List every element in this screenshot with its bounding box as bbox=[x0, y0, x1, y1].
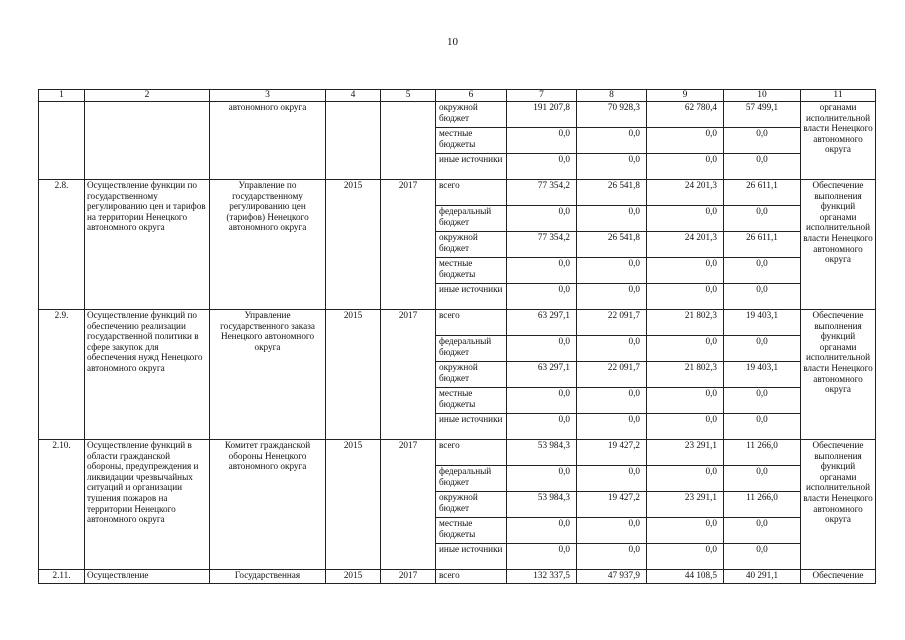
amount-total: 0,0 bbox=[507, 128, 577, 154]
item-start-year bbox=[326, 102, 381, 180]
amount-2017: 26 611,1 bbox=[724, 180, 801, 206]
funding-source: иные источники bbox=[436, 544, 507, 570]
amount-total: 0,0 bbox=[507, 258, 577, 284]
amount-2015: 0,0 bbox=[577, 466, 647, 492]
funding-source: иные источники bbox=[436, 284, 507, 310]
funding-source: окружной бюджет bbox=[436, 232, 507, 258]
amount-2016: 0,0 bbox=[647, 154, 724, 180]
amount-2015: 0,0 bbox=[577, 284, 647, 310]
amount-2015: 22 091,7 bbox=[577, 362, 647, 388]
amount-2017: 0,0 bbox=[724, 206, 801, 232]
item-number: 2.10. bbox=[39, 440, 85, 570]
amount-total: 63 297,1 bbox=[507, 362, 577, 388]
amount-total: 132 337,5 bbox=[507, 570, 577, 584]
amount-2015: 0,0 bbox=[577, 518, 647, 544]
amount-2017: 40 291,1 bbox=[724, 570, 801, 584]
amount-total: 0,0 bbox=[507, 206, 577, 232]
amount-2015: 47 937,9 bbox=[577, 570, 647, 584]
col-header: 3 bbox=[210, 90, 326, 102]
amount-2017: 11 266,0 bbox=[724, 492, 801, 518]
funding-source: окружной бюджет bbox=[436, 492, 507, 518]
amount-total: 53 984,3 bbox=[507, 492, 577, 518]
table-body bbox=[39, 90, 876, 584]
col-header: 1 bbox=[39, 90, 85, 102]
amount-2017: 57 499,1 bbox=[724, 102, 801, 128]
item-end-year bbox=[381, 102, 436, 180]
amount-total: 0,0 bbox=[507, 388, 577, 414]
amount-2016: 23 291,1 bbox=[647, 440, 724, 466]
amount-2016: 0,0 bbox=[647, 336, 724, 362]
item-end-year: 2017 bbox=[381, 570, 436, 584]
amount-total: 191 207,8 bbox=[507, 102, 577, 128]
item-executor: автономного округа bbox=[210, 102, 326, 180]
amount-2016: 62 780,4 bbox=[647, 102, 724, 128]
item-executor: Управление государственного заказа Ненецкого автономного округа bbox=[210, 310, 326, 440]
page-number: 10 bbox=[447, 36, 458, 48]
funding-source: местные бюджеты bbox=[436, 128, 507, 154]
funding-source: федеральный бюджет bbox=[436, 336, 507, 362]
amount-2015: 0,0 bbox=[577, 206, 647, 232]
amount-2016: 0,0 bbox=[647, 206, 724, 232]
amount-2017: 19 403,1 bbox=[724, 310, 801, 336]
funding-source: местные бюджеты bbox=[436, 388, 507, 414]
amount-2015: 0,0 bbox=[577, 544, 647, 570]
item-start-year: 2015 bbox=[326, 440, 381, 570]
item-number: 2.11. bbox=[39, 570, 85, 584]
amount-2016: 0,0 bbox=[647, 466, 724, 492]
amount-2015: 0,0 bbox=[577, 336, 647, 362]
item-end-year: 2017 bbox=[381, 180, 436, 310]
amount-2016: 21 802,3 bbox=[647, 310, 724, 336]
funding-source: федеральный бюджет bbox=[436, 466, 507, 492]
funding-source: всего bbox=[436, 310, 507, 336]
item-result: Обеспечение выполнения функций органами исполнительной власти Ненецкого автономного округа bbox=[801, 310, 876, 440]
amount-total: 0,0 bbox=[507, 154, 577, 180]
item-executor: Комитет гражданской обороны Ненецкого автономного округа bbox=[210, 440, 326, 570]
col-header: 7 bbox=[507, 90, 577, 102]
item-name bbox=[85, 102, 210, 180]
table-row bbox=[39, 570, 876, 584]
amount-2017: 26 611,1 bbox=[724, 232, 801, 258]
item-name: Осуществление функций по обеспечению реализации государственной политики в сфере закупок для обеспечения нужд Ненецкого автономного округа bbox=[85, 310, 210, 440]
amount-2016: 0,0 bbox=[647, 388, 724, 414]
item-start-year: 2015 bbox=[326, 180, 381, 310]
amount-2017: 0,0 bbox=[724, 336, 801, 362]
amount-2016: 0,0 bbox=[647, 414, 724, 440]
amount-total: 77 354,2 bbox=[507, 232, 577, 258]
item-name: Осуществление функций в области гражданской обороны, предупреждения и ликвидации чрезвычайных ситуаций и организации тушения пожаров на территории Ненецкого автономного округа bbox=[85, 440, 210, 570]
amount-2015: 0,0 bbox=[577, 414, 647, 440]
amount-2016: 24 201,3 bbox=[647, 232, 724, 258]
item-end-year: 2017 bbox=[381, 440, 436, 570]
funding-source: всего bbox=[436, 180, 507, 206]
funding-source: иные источники bbox=[436, 414, 507, 440]
program-table bbox=[38, 89, 876, 584]
amount-total: 0,0 bbox=[507, 518, 577, 544]
amount-2015: 0,0 bbox=[577, 154, 647, 180]
amount-total: 77 354,2 bbox=[507, 180, 577, 206]
table-row bbox=[39, 180, 876, 206]
amount-2015: 70 928,3 bbox=[577, 102, 647, 128]
amount-2016: 0,0 bbox=[647, 284, 724, 310]
item-start-year: 2015 bbox=[326, 310, 381, 440]
amount-total: 63 297,1 bbox=[507, 310, 577, 336]
amount-2017: 0,0 bbox=[724, 544, 801, 570]
amount-2015: 0,0 bbox=[577, 388, 647, 414]
item-result: Обеспечение bbox=[801, 570, 876, 584]
amount-2017: 0,0 bbox=[724, 154, 801, 180]
funding-source: всего bbox=[436, 570, 507, 584]
item-number: 2.9. bbox=[39, 310, 85, 440]
item-number bbox=[39, 102, 85, 180]
amount-total: 0,0 bbox=[507, 544, 577, 570]
funding-source: окружной бюджет bbox=[436, 362, 507, 388]
funding-source: иные источники bbox=[436, 154, 507, 180]
amount-2015: 0,0 bbox=[577, 128, 647, 154]
amount-2016: 0,0 bbox=[647, 544, 724, 570]
amount-2017: 0,0 bbox=[724, 258, 801, 284]
col-header: 11 bbox=[801, 90, 876, 102]
item-number: 2.8. bbox=[39, 180, 85, 310]
amount-total: 0,0 bbox=[507, 336, 577, 362]
item-executor: Управление по государственному регулированию цен (тарифов) Ненецкого автономного округа bbox=[210, 180, 326, 310]
table-row bbox=[39, 102, 876, 128]
col-header: 10 bbox=[724, 90, 801, 102]
amount-2016: 24 201,3 bbox=[647, 180, 724, 206]
amount-2017: 0,0 bbox=[724, 466, 801, 492]
amount-2015: 22 091,7 bbox=[577, 310, 647, 336]
amount-2017: 11 266,0 bbox=[724, 440, 801, 466]
col-header: 5 bbox=[381, 90, 436, 102]
amount-2017: 0,0 bbox=[724, 518, 801, 544]
item-name: Осуществление bbox=[85, 570, 210, 584]
amount-2015: 19 427,2 bbox=[577, 492, 647, 518]
amount-2017: 0,0 bbox=[724, 284, 801, 310]
funding-source: местные бюджеты bbox=[436, 518, 507, 544]
col-header: 2 bbox=[85, 90, 210, 102]
amount-2017: 0,0 bbox=[724, 388, 801, 414]
item-start-year: 2015 bbox=[326, 570, 381, 584]
col-header: 6 bbox=[436, 90, 507, 102]
amount-total: 53 984,3 bbox=[507, 440, 577, 466]
item-result: Обеспечение выполнения функций органами исполнительной власти Ненецкого автономного округа bbox=[801, 180, 876, 310]
amount-2016: 44 108,5 bbox=[647, 570, 724, 584]
amount-total: 0,0 bbox=[507, 414, 577, 440]
funding-source: федеральный бюджет bbox=[436, 206, 507, 232]
item-executor: Государственная bbox=[210, 570, 326, 584]
funding-source: всего bbox=[436, 440, 507, 466]
column-number-row bbox=[39, 90, 876, 102]
amount-2016: 0,0 bbox=[647, 258, 724, 284]
col-header: 4 bbox=[326, 90, 381, 102]
col-header: 9 bbox=[647, 90, 724, 102]
table-row bbox=[39, 310, 876, 336]
col-header: 8 bbox=[577, 90, 647, 102]
funding-source: окружной бюджет bbox=[436, 102, 507, 128]
funding-source: местные бюджеты bbox=[436, 258, 507, 284]
table-row bbox=[39, 440, 876, 466]
amount-2017: 0,0 bbox=[724, 128, 801, 154]
amount-2016: 21 802,3 bbox=[647, 362, 724, 388]
amount-2016: 0,0 bbox=[647, 128, 724, 154]
item-result: органами исполнительной власти Ненецкого автономного округа bbox=[801, 102, 876, 180]
amount-2015: 19 427,2 bbox=[577, 440, 647, 466]
amount-2016: 0,0 bbox=[647, 518, 724, 544]
amount-2017: 0,0 bbox=[724, 414, 801, 440]
amount-2015: 0,0 bbox=[577, 258, 647, 284]
amount-2015: 26 541,8 bbox=[577, 232, 647, 258]
item-name: Осуществление функции по государственному регулированию цен и тарифов на территории Ненецкого автономного округа bbox=[85, 180, 210, 310]
amount-2015: 26 541,8 bbox=[577, 180, 647, 206]
amount-total: 0,0 bbox=[507, 466, 577, 492]
item-result: Обеспечение выполнения функций органами исполнительной власти Ненецкого автономного округа bbox=[801, 440, 876, 570]
amount-total: 0,0 bbox=[507, 284, 577, 310]
amount-2016: 23 291,1 bbox=[647, 492, 724, 518]
item-end-year: 2017 bbox=[381, 310, 436, 440]
amount-2017: 19 403,1 bbox=[724, 362, 801, 388]
